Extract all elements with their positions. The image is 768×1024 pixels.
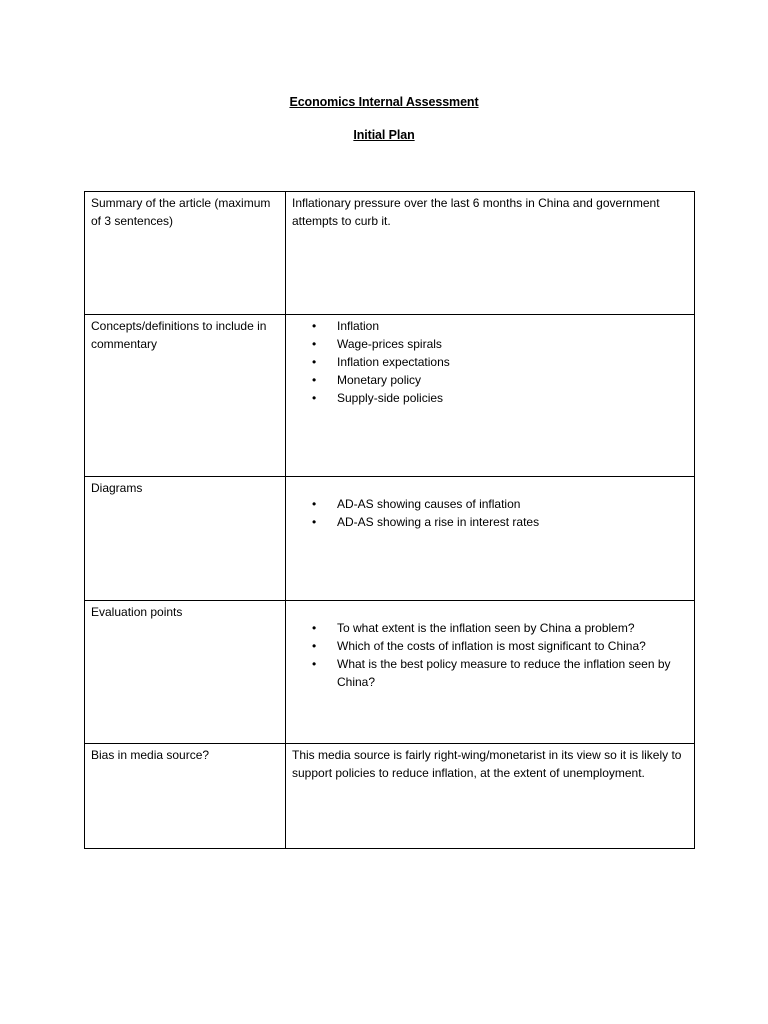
list-item-text: AD-AS showing a rise in interest rates (337, 515, 540, 529)
concepts-content (286, 315, 695, 477)
bullet-icon: • (312, 515, 317, 529)
bullet-icon: • (312, 639, 317, 653)
summary-label: Summary of the article (maximum of 3 sentences) (85, 192, 286, 315)
list-item-text: Monetary policy (337, 373, 422, 387)
concepts-list (292, 317, 688, 407)
table-row-concepts (85, 315, 695, 477)
list-item-text: Inflation expectations (337, 355, 450, 369)
bullet-icon: • (312, 373, 317, 387)
list-item (312, 353, 688, 371)
list-item (312, 619, 688, 637)
table-row-evaluation (85, 601, 695, 744)
bullet-icon: • (312, 319, 317, 333)
list-item (312, 317, 688, 335)
table-row-diagrams (85, 477, 695, 601)
bias-text: This media source is fairly right-wing/monetarist in its view so it is likely to support policies to reduce inflation, at the extent of unemployment. (286, 744, 695, 849)
list-item-text: Supply-side policies (337, 391, 444, 405)
table-row-summary (85, 192, 695, 315)
document-title: Economics Internal Assessment (289, 95, 479, 109)
list-item (312, 371, 688, 389)
list-item (312, 389, 688, 407)
evaluation-content (286, 601, 695, 744)
bullet-icon: • (312, 355, 317, 369)
diagrams-content (286, 477, 695, 601)
bullet-icon: • (312, 337, 317, 351)
list-item-text: What is the best policy measure to reduce the inflation seen by China? (337, 657, 671, 689)
bullet-icon: • (312, 391, 317, 405)
list-item (312, 495, 688, 513)
list-item-text: AD-AS showing causes of inflation (337, 497, 521, 511)
plan-table (84, 191, 695, 849)
bullet-icon: • (312, 621, 317, 635)
list-item-text: To what extent is the inflation seen by China a problem? (337, 621, 635, 635)
bias-label: Bias in media source? (85, 744, 286, 849)
list-item (312, 655, 688, 691)
summary-text: Inflationary pressure over the last 6 months in China and government attempts to curb it. (286, 192, 695, 315)
list-item (312, 335, 688, 353)
list-item (312, 513, 688, 531)
list-item-text: Wage-prices spirals (337, 337, 442, 351)
document-subtitle: Initial Plan (353, 128, 415, 142)
evaluation-list (292, 619, 688, 691)
list-item-text: Inflation (337, 319, 380, 333)
bullet-icon: • (312, 657, 317, 671)
evaluation-label: Evaluation points (85, 601, 286, 744)
list-item-text: Which of the costs of inflation is most significant to China? (337, 639, 646, 653)
bullet-icon: • (312, 497, 317, 511)
list-item (312, 637, 688, 655)
diagrams-list (292, 495, 688, 531)
concepts-label: Concepts/definitions to include in commentary (85, 315, 286, 477)
diagrams-label: Diagrams (85, 477, 286, 601)
table-row-bias (85, 744, 695, 849)
